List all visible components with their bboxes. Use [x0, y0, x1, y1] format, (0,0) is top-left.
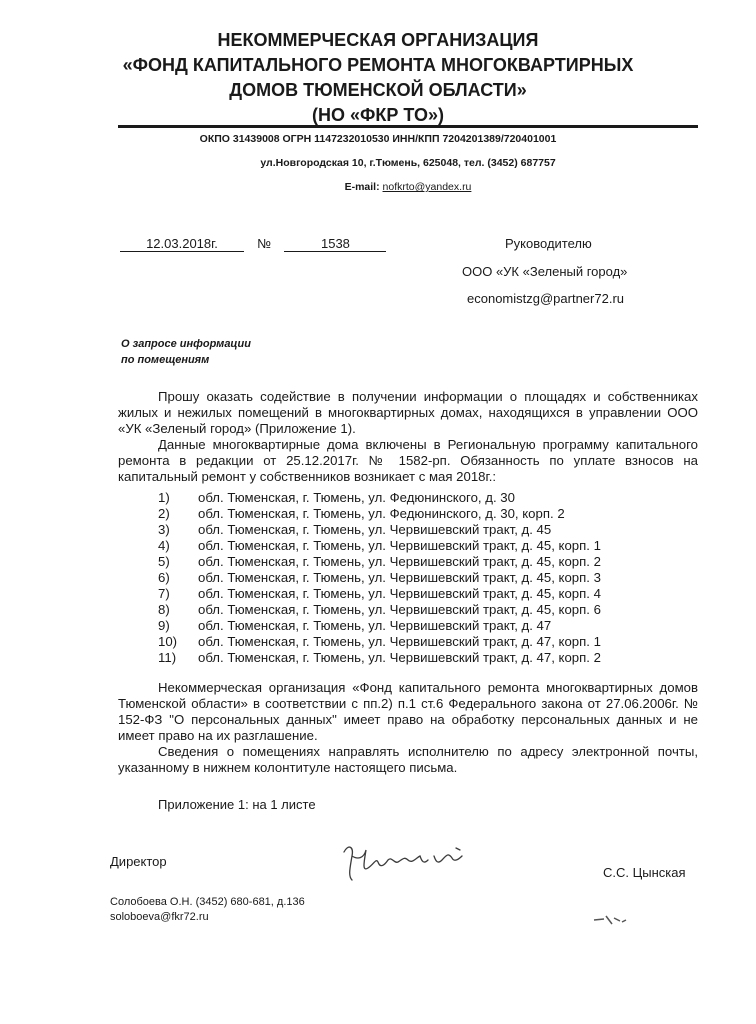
list-item-address: обл. Тюменская, г. Тюмень, ул. Червишевский тракт, д. 47, корп. 2: [198, 650, 601, 665]
org-title-line-1: НЕКОММЕРЧЕСКАЯ ОРГАНИЗАЦИЯ: [217, 30, 539, 50]
header-divider: [118, 125, 698, 128]
list-item: [118, 570, 698, 586]
subject: [121, 336, 251, 368]
list-item-number: 1): [158, 490, 170, 505]
list-item-address: обл. Тюменская, г. Тюмень, ул. Червишевский тракт, д. 45, корп. 1: [198, 538, 601, 553]
list-item: [118, 490, 698, 506]
subject-line-2: по помещениям: [121, 354, 210, 366]
registration-line: [120, 236, 386, 252]
list-item-number: 4): [158, 538, 170, 553]
list-item-number: 7): [158, 586, 170, 601]
org-title-line-3: ДОМОВ ТЮМЕНСКОЙ ОБЛАСТИ»: [229, 80, 527, 100]
email-link[interactable]: nofkrto@yandex.ru: [382, 181, 472, 193]
list-item-number: 10): [158, 634, 178, 649]
body-closing: [118, 680, 698, 776]
registration-number: 1538: [284, 236, 386, 252]
paragraph-personal-data: Некоммерческая организация «Фонд капитального ремонта многоквартирных домов Тюменской области» в соответствии с пп.2) п.1 ст.6 Федерального закона от 27.06.2006г. № 152-ФЗ "О персональных данных" имеет право на обработку персональных данных и не имеет право на их разглашение.: [118, 680, 698, 743]
registration-number-label: №: [257, 236, 272, 251]
signer-position: Директор: [110, 854, 167, 869]
org-title-line-4: (НО «ФКР ТО»): [312, 105, 444, 125]
list-item: [118, 634, 698, 650]
list-item: [118, 602, 698, 618]
list-item-number: 3): [158, 522, 170, 537]
list-item-address: обл. Тюменская, г. Тюмень, ул. Федюнинского, д. 30, корп. 2: [198, 506, 565, 521]
list-item-number: 2): [158, 506, 170, 521]
body-intro: [118, 389, 698, 485]
list-item: [118, 618, 698, 634]
scan-mark: [590, 910, 630, 930]
list-item-address: обл. Тюменская, г. Тюмень, ул. Федюнинского, д. 30: [198, 490, 515, 505]
list-item-number: 11): [158, 650, 177, 665]
address-list: [118, 490, 698, 666]
email-label: E-mail:: [344, 181, 380, 193]
list-item-number: 9): [158, 618, 170, 633]
list-item-address: обл. Тюменская, г. Тюмень, ул. Червишевский тракт, д. 45: [198, 522, 552, 537]
org-title-line-2: «ФОНД КАПИТАЛЬНОГО РЕМОНТА МНОГОКВАРТИРНЫХ: [122, 55, 634, 75]
list-item: [118, 522, 698, 538]
appendix-note: Приложение 1: на 1 листе: [158, 797, 316, 812]
list-item-number: 8): [158, 602, 170, 617]
list-item-number: 5): [158, 554, 170, 569]
org-codes: ОКПО 31439008 ОГРН 1147232010530 ИНН/КПП 7204201389/720401001: [199, 133, 557, 145]
org-address: ул.Новгородская 10, г.Тюмень, 625048, тел. (3452) 687757: [260, 157, 556, 169]
addressee-email[interactable]: economistzg@partner72.ru: [467, 291, 624, 306]
org-title: [0, 28, 756, 128]
paragraph-reply-instructions: Сведения о помещениях направлять исполнителю по адресу электронной почты, указанному в нижнем колонтитуле настоящего письма.: [118, 744, 698, 775]
subject-line-1: О запросе информации: [121, 338, 251, 350]
list-item-address: обл. Тюменская, г. Тюмень, ул. Червишевский тракт, д. 45, корп. 4: [198, 586, 601, 601]
signer-name: С.С. Цынская: [603, 865, 686, 880]
org-email: [0, 181, 756, 193]
contact-person: Солобоева О.Н. (3452) 680-681, д.136: [110, 896, 305, 908]
list-item: [118, 554, 698, 570]
handwritten-signature: [338, 838, 473, 888]
list-item-address: обл. Тюменская, г. Тюмень, ул. Червишевский тракт, д. 47, корп. 1: [198, 634, 601, 649]
list-item: [118, 538, 698, 554]
list-item-address: обл. Тюменская, г. Тюмень, ул. Червишевский тракт, д. 45, корп. 3: [198, 570, 601, 585]
list-item-address: обл. Тюменская, г. Тюмень, ул. Червишевский тракт, д. 45, корп. 6: [198, 602, 601, 617]
list-item: [118, 506, 698, 522]
contact-email[interactable]: soloboeva@fkr72.ru: [110, 911, 209, 923]
list-item-address: обл. Тюменская, г. Тюмень, ул. Червишевский тракт, д. 47: [198, 618, 552, 633]
paragraph-program: Данные многоквартирные дома включены в Региональную программу капитального ремонта в редакции от 25.12.2017г. № 1582-рп. Обязанность по уплате взносов на капитальный ремонт у собственников возникает с мая 2018г.:: [118, 437, 698, 484]
paragraph-request: Прошу оказать содействие в получении информации о площадях и собственниках жилых и нежилых помещений в многоквартирных домах, находящихся в управлении ООО «УК «Зеленый город» (Приложение 1).: [118, 389, 698, 436]
list-item: [118, 650, 698, 666]
list-item-address: обл. Тюменская, г. Тюмень, ул. Червишевский тракт, д. 45, корп. 2: [198, 554, 601, 569]
list-item: [118, 586, 698, 602]
registration-date: 12.03.2018г.: [120, 236, 244, 252]
addressee-line-1: Руководителю: [505, 236, 592, 251]
list-item-number: 6): [158, 570, 170, 585]
addressee-line-2: ООО «УК «Зеленый город»: [462, 264, 628, 279]
